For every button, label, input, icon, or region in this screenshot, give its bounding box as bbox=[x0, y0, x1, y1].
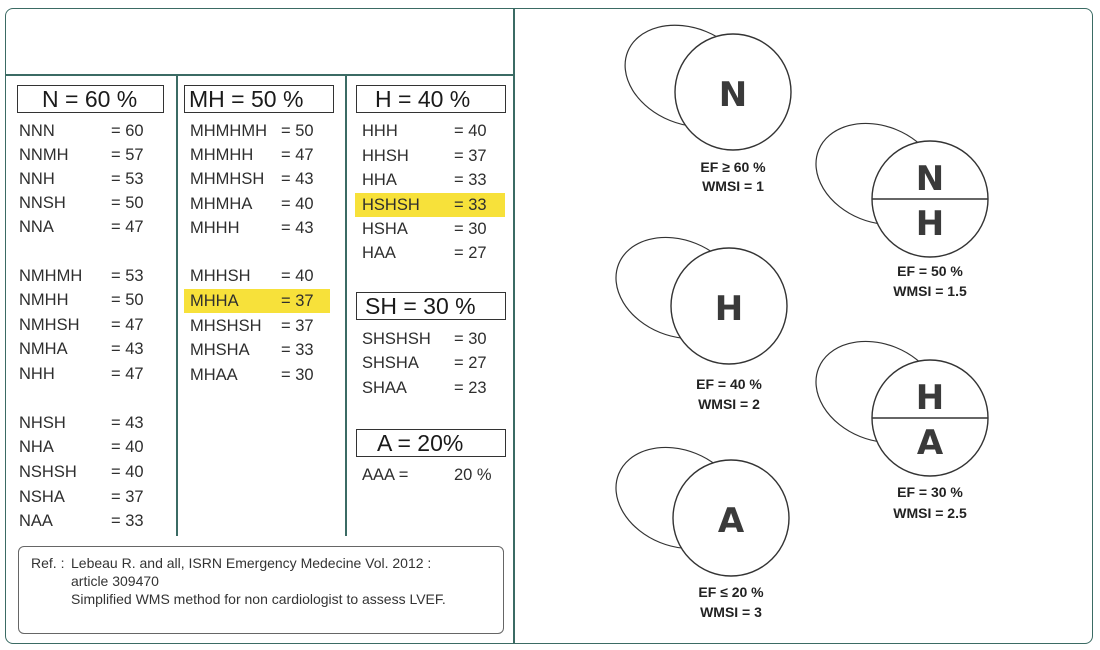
row-code: MHSHA bbox=[190, 341, 250, 359]
diagram-letter: A bbox=[916, 423, 944, 463]
row-code: SHAA bbox=[362, 379, 407, 397]
diagram-letter: A bbox=[717, 501, 745, 541]
row-code: NNMH bbox=[19, 146, 69, 164]
ef-label: EF = 50 % bbox=[897, 263, 963, 279]
row-value: = 40 bbox=[454, 122, 487, 140]
row-value: = 33 bbox=[454, 196, 487, 214]
row-code: MHMHH bbox=[190, 146, 254, 164]
row-value: = 43 bbox=[111, 414, 144, 432]
row-code: MHMHMH bbox=[190, 122, 267, 140]
row-code: NNH bbox=[19, 170, 55, 188]
diagram-normal bbox=[610, 7, 791, 194]
row-value: = 30 bbox=[281, 366, 314, 384]
row-code: NHSH bbox=[19, 414, 66, 432]
row-code: MHAA bbox=[190, 366, 238, 384]
row-value: = 30 bbox=[454, 330, 487, 348]
row-code: HHSH bbox=[362, 147, 409, 165]
wmsi-label: WMSI = 2.5 bbox=[893, 505, 967, 521]
row-code: NNSH bbox=[19, 194, 66, 212]
row-code: NHH bbox=[19, 365, 55, 383]
row-code: NMHMH bbox=[19, 267, 83, 285]
ef-label: EF ≤ 20 % bbox=[698, 584, 764, 600]
wmsi-label: WMSI = 1.5 bbox=[893, 283, 967, 299]
row-value: = 37 bbox=[281, 317, 314, 335]
reference-prefix: Ref. : bbox=[31, 555, 65, 571]
row-code: SHSHA bbox=[362, 354, 419, 372]
row-value: = 43 bbox=[111, 340, 144, 358]
row-code: AAA = bbox=[362, 466, 409, 484]
row-value: = 50 bbox=[111, 194, 144, 212]
row-value: = 33 bbox=[281, 341, 314, 359]
row-code: NHA bbox=[19, 438, 54, 456]
diagram-letter: N bbox=[915, 159, 945, 199]
row-code: HHH bbox=[362, 122, 398, 140]
row-value: = 33 bbox=[454, 171, 487, 189]
row-value: = 47 bbox=[281, 146, 314, 164]
row-code: NNA bbox=[19, 218, 54, 236]
row-value: = 43 bbox=[281, 170, 314, 188]
row-value: = 47 bbox=[111, 316, 144, 334]
row-code: NNN bbox=[19, 122, 55, 140]
row-code: NMHH bbox=[19, 291, 69, 309]
row-code: MHHSH bbox=[190, 267, 251, 285]
row-value: = 57 bbox=[111, 146, 144, 164]
row-value: = 40 bbox=[281, 195, 314, 213]
row-value: = 53 bbox=[111, 170, 144, 188]
reference-line: Lebeau R. and all, ISRN Emergency Medecine Vol. 2012 : bbox=[71, 555, 432, 571]
ef-label: EF ≥ 60 % bbox=[700, 159, 766, 175]
header-sh-label: SH = 30 % bbox=[365, 293, 476, 319]
row-code: HAA bbox=[362, 244, 396, 262]
row-value: = 50 bbox=[281, 122, 314, 140]
diagram-hypokinetic bbox=[601, 220, 787, 412]
diagram-hypokinetic-akinetic bbox=[801, 324, 988, 521]
reference-line: Simplified WMS method for non cardiologist to assess LVEF. bbox=[71, 591, 446, 607]
wmsi-label: WMSI = 1 bbox=[702, 178, 764, 194]
row-code: NAA bbox=[19, 512, 53, 530]
row-code: MHHA bbox=[190, 292, 239, 310]
row-code: MHHH bbox=[190, 219, 240, 237]
row-code: NSHA bbox=[19, 488, 65, 506]
row-value: = 30 bbox=[454, 220, 487, 238]
row-code: HHA bbox=[362, 171, 397, 189]
diagram-letter: H bbox=[915, 378, 945, 418]
row-value: = 37 bbox=[281, 292, 314, 310]
header-n-label: N = 60 % bbox=[42, 86, 138, 112]
reference-line: article 309470 bbox=[71, 573, 159, 589]
row-code: NMHSH bbox=[19, 316, 80, 334]
row-code: NMHA bbox=[19, 340, 68, 358]
row-value: = 60 bbox=[111, 122, 144, 140]
row-value: = 33 bbox=[111, 512, 144, 530]
row-value: = 27 bbox=[454, 354, 487, 372]
row-value: = 37 bbox=[454, 147, 487, 165]
row-value: = 53 bbox=[111, 267, 144, 285]
row-code: NSHSH bbox=[19, 463, 77, 481]
wmsi-label: WMSI = 2 bbox=[698, 396, 760, 412]
row-value: = 37 bbox=[111, 488, 144, 506]
row-code: MHMHSH bbox=[190, 170, 265, 188]
row-code: HSHSH bbox=[362, 196, 420, 214]
row-value: = 47 bbox=[111, 218, 144, 236]
row-code: MHSHSH bbox=[190, 317, 262, 335]
row-code: HSHA bbox=[362, 220, 408, 238]
ef-label: EF = 30 % bbox=[897, 484, 963, 500]
row-value: = 40 bbox=[111, 438, 144, 456]
diagram-akinetic bbox=[601, 430, 789, 620]
row-value: = 40 bbox=[111, 463, 144, 481]
row-value: = 50 bbox=[111, 291, 144, 309]
row-value: = 23 bbox=[454, 379, 487, 397]
header-mh-label: MH = 50 % bbox=[189, 86, 304, 112]
diagram-normal-hypokinetic bbox=[801, 106, 988, 299]
row-value: = 43 bbox=[281, 219, 314, 237]
row-value: 20 % bbox=[454, 466, 492, 484]
header-h-label: H = 40 % bbox=[375, 86, 471, 112]
header-a-label: A = 20% bbox=[377, 430, 464, 456]
row-value: = 40 bbox=[281, 267, 314, 285]
diagram-letter: H bbox=[714, 289, 744, 329]
diagram-letter: H bbox=[915, 204, 945, 244]
row-value: = 27 bbox=[454, 244, 487, 262]
diagram-letter: N bbox=[718, 75, 748, 115]
row-code: MHMHA bbox=[190, 195, 253, 213]
row-code: SHSHSH bbox=[362, 330, 431, 348]
ef-label: EF = 40 % bbox=[696, 376, 762, 392]
wmsi-label: WMSI = 3 bbox=[700, 604, 762, 620]
row-value: = 47 bbox=[111, 365, 144, 383]
